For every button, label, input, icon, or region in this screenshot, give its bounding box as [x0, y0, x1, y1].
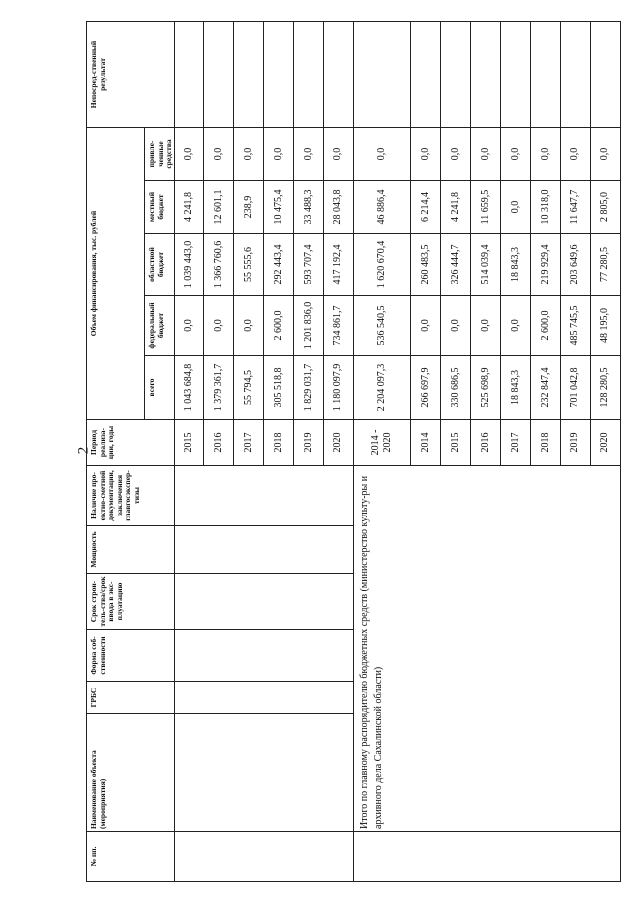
cell-year: 2015 — [441, 420, 471, 466]
cell-federal: 734 861,7 — [324, 296, 354, 356]
cell-grbs-a — [174, 682, 353, 714]
cell-federal: 536 540,5 — [353, 296, 411, 356]
cell-local: 12 601,1 — [204, 181, 234, 234]
cell-total: 1 829 031,7 — [294, 356, 324, 420]
cell-total: 128 280,5 — [590, 356, 620, 420]
header-term: Срок строи-тель-ства/срок ввода в экс-плуатацию — [87, 574, 175, 630]
cell-federal: 0,0 — [441, 296, 471, 356]
cell-local: 33 488,3 — [294, 181, 324, 234]
cell-local: 10 318,0 — [531, 181, 561, 234]
cell-attracted: 0,0 — [471, 128, 501, 181]
cell-total: 330 686,5 — [441, 356, 471, 420]
cell-local: 11 647,7 — [561, 181, 591, 234]
cell-total: 55 794,5 — [234, 356, 264, 420]
cell-total: 305 518,8 — [264, 356, 294, 420]
header-total: всего — [145, 356, 175, 420]
cell-total: 2 204 097,3 — [353, 356, 411, 420]
cell-total: 525 698,9 — [471, 356, 501, 420]
cell-total: 1 043 684,8 — [174, 356, 204, 420]
cell-year: 2016 — [204, 420, 234, 466]
cell-year: 2014 - 2020 — [353, 420, 411, 466]
cell-result — [531, 22, 561, 128]
cell-attracted: 0,0 — [501, 128, 531, 181]
cell-regional: 219 929,4 — [531, 234, 561, 296]
cell-attracted: 0,0 — [174, 128, 204, 181]
cell-federal: 0,0 — [174, 296, 204, 356]
cell-year: 2016 — [471, 420, 501, 466]
cell-attracted: 0,0 — [411, 128, 441, 181]
cell-result — [174, 22, 204, 128]
cell-regional: 260 483,5 — [411, 234, 441, 296]
cell-regional: 292 443,4 — [264, 234, 294, 296]
cell-result — [264, 22, 294, 128]
document-page-rotated — [86, 22, 621, 882]
cell-result — [471, 22, 501, 128]
cell-year: 2020 — [590, 420, 620, 466]
cell-regional: 326 444,7 — [441, 234, 471, 296]
page-number: 2 — [75, 446, 92, 455]
cell-year: 2014 — [411, 420, 441, 466]
table-row — [353, 22, 411, 882]
cell-regional: 77 280,5 — [590, 234, 620, 296]
header-period: Период реализа-ции, годы — [87, 420, 175, 466]
cell-attracted: 0,0 — [204, 128, 234, 181]
header-attracted: привле-ченные средства — [145, 128, 175, 181]
cell-attracted: 0,0 — [234, 128, 264, 181]
header-capacity: Мощность — [87, 526, 175, 574]
cell-result — [590, 22, 620, 128]
cell-total: 701 042,8 — [561, 356, 591, 420]
cell-regional: 55 555,6 — [234, 234, 264, 296]
cell-regional: 1 039 443,0 — [174, 234, 204, 296]
cell-total: 18 843,3 — [501, 356, 531, 420]
cell-year: 2020 — [324, 420, 354, 466]
cell-regional: 593 707,4 — [294, 234, 324, 296]
header-federal: федеральный бюджет — [145, 296, 175, 356]
cell-result — [411, 22, 441, 128]
cell-federal: 0,0 — [501, 296, 531, 356]
cell-regional: 203 649,6 — [561, 234, 591, 296]
cell-local: 11 659,5 — [471, 181, 501, 234]
header-grbs: ГРБС — [87, 682, 175, 714]
cell-total: 232 847,4 — [531, 356, 561, 420]
cell-federal: 0,0 — [204, 296, 234, 356]
cell-year: 2015 — [174, 420, 204, 466]
header-funding-group: Объем финансирования, тыс. рублей — [87, 128, 145, 420]
header-name: Наименование объекта (мероприятия) — [87, 714, 175, 832]
header-no: № пп. — [87, 832, 175, 882]
cell-result — [204, 22, 234, 128]
cell-attracted: 0,0 — [590, 128, 620, 181]
cell-local: 28 043,8 — [324, 181, 354, 234]
cell-result — [501, 22, 531, 128]
cell-capacity-a — [174, 526, 353, 574]
table-row — [174, 22, 204, 882]
cell-federal: 0,0 — [411, 296, 441, 356]
cell-result — [561, 22, 591, 128]
cell-federal: 48 195,0 — [590, 296, 620, 356]
cell-local: 6 214,4 — [411, 181, 441, 234]
cell-federal: 0,0 — [234, 296, 264, 356]
cell-federal: 2 600,0 — [264, 296, 294, 356]
header-result: Непосред-ственный результат — [87, 22, 175, 128]
section-total-label: Итого по главному распорядителю бюджетных средств (министерство культу-ры и архивного дела Сахалинской области) — [353, 466, 620, 832]
cell-result — [324, 22, 354, 128]
cell-attracted: 0,0 — [531, 128, 561, 181]
cell-federal: 1 201 836,0 — [294, 296, 324, 356]
cell-attracted: 0,0 — [324, 128, 354, 181]
cell-local: 4 241,8 — [174, 181, 204, 234]
cell-total: 1 379 361,7 — [204, 356, 234, 420]
cell-name-a — [174, 714, 353, 832]
cell-local: 4 241,8 — [441, 181, 471, 234]
cell-regional: 514 039,4 — [471, 234, 501, 296]
cell-regional: 1 620 670,4 — [353, 234, 411, 296]
header-ownership: Форма соб-ственности — [87, 630, 175, 682]
header-local: местный бюджет — [145, 181, 175, 234]
cell-attracted: 0,0 — [264, 128, 294, 181]
cell-result — [234, 22, 264, 128]
cell-regional: 417 192,4 — [324, 234, 354, 296]
cell-result — [294, 22, 324, 128]
cell-docs-a — [174, 466, 353, 526]
cell-local: 238,9 — [234, 181, 264, 234]
cell-regional: 18 843,3 — [501, 234, 531, 296]
cell-year: 2018 — [531, 420, 561, 466]
cell-local: 0,0 — [501, 181, 531, 234]
cell-federal: 485 745,5 — [561, 296, 591, 356]
cell-year: 2018 — [264, 420, 294, 466]
cell-local: 2 805,0 — [590, 181, 620, 234]
header-docs: Наличие про-ектно-сметной документации, заключения главгосэкспер-тизы — [87, 466, 175, 526]
cell-local: 10 475,4 — [264, 181, 294, 234]
cell-attracted: 0,0 — [561, 128, 591, 181]
cell-no-b — [353, 832, 620, 882]
cell-regional: 1 366 760,6 — [204, 234, 234, 296]
cell-term-a — [174, 574, 353, 630]
cell-local: 46 886,4 — [353, 181, 411, 234]
cell-federal: 2 600,0 — [531, 296, 561, 356]
cell-result — [353, 22, 411, 128]
header-regional: областной бюджет — [145, 234, 175, 296]
cell-year: 2019 — [561, 420, 591, 466]
cell-total: 266 697,9 — [411, 356, 441, 420]
header-row-1 — [87, 22, 145, 882]
cell-federal: 0,0 — [471, 296, 501, 356]
cell-result — [441, 22, 471, 128]
cell-attracted: 0,0 — [294, 128, 324, 181]
cell-year: 2017 — [234, 420, 264, 466]
funding-table — [86, 21, 621, 882]
cell-attracted: 0,0 — [353, 128, 411, 181]
cell-year: 2017 — [501, 420, 531, 466]
cell-no-a — [174, 832, 353, 882]
cell-attracted: 0,0 — [441, 128, 471, 181]
cell-year: 2019 — [294, 420, 324, 466]
cell-total: 1 180 097,9 — [324, 356, 354, 420]
cell-ownership-a — [174, 630, 353, 682]
